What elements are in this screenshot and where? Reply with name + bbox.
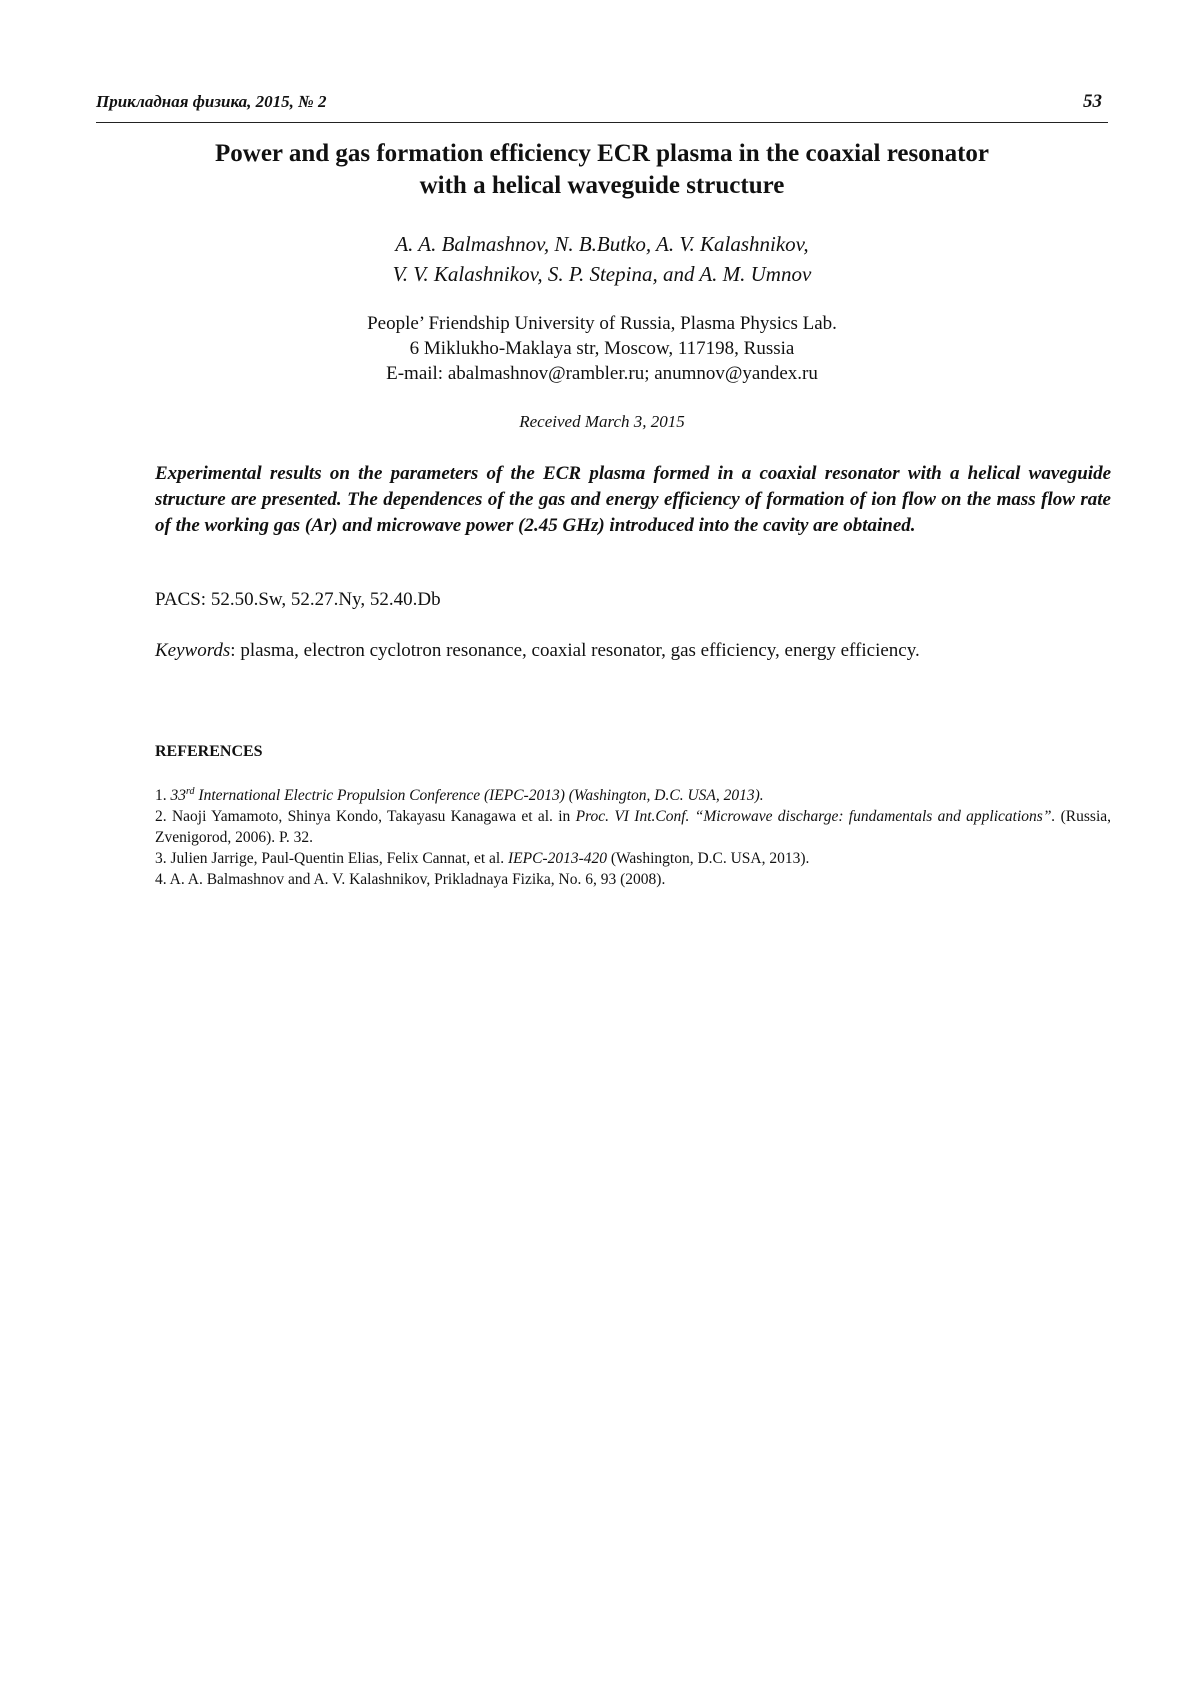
reference-ordinal: 33: [170, 787, 186, 804]
reference-authors: Naoji Yamamoto, Shinya Kondo, Takayasu Kanagawa et al. in: [171, 808, 576, 825]
reference-number: 4.: [155, 871, 170, 888]
paper-title: [96, 138, 1108, 202]
reference-title: IEPC-2013-420: [507, 850, 607, 867]
running-head: [96, 92, 1108, 123]
authors: [96, 229, 1108, 289]
reference-number: 1.: [155, 787, 171, 804]
reference-superscript: rd: [186, 785, 195, 797]
reference-details: (Russia, Zvenigorod, 2006). P. 32.: [155, 808, 1112, 846]
reference-item: [155, 848, 1111, 869]
keywords: [155, 640, 920, 662]
authors-line-1: A. A. Balmashnov, N. B.Butko, A. V. Kalashnikov,: [395, 232, 809, 256]
reference-number: 3.: [155, 850, 171, 867]
affiliation: [96, 311, 1108, 386]
keywords-text: : plasma, electron cyclotron resonance, coaxial resonator, gas efficiency, energy efficiency.: [230, 640, 920, 661]
journal-name: Прикладная физика, 2015, № 2: [96, 92, 327, 111]
pacs-codes: PACS: 52.50.Sw, 52.27.Ny, 52.40.Db: [155, 589, 441, 610]
reference-item: [155, 785, 1111, 806]
title-line-2: with a helical waveguide structure: [419, 172, 785, 199]
title-line-1: Power and gas formation efficiency ECR plasma in the coaxial resonator: [215, 140, 989, 167]
reference-details: (Washington, D.C. USA, 2013).: [607, 850, 810, 867]
reference-title: International Electric Propulsion Conference (IEPC-2013) (Washington, D.C. USA, 2013).: [194, 787, 764, 804]
abstract: Experimental results on the parameters of the ECR plasma formed in a coaxial resonator with a helical waveguide structure are presented. The dependences of the gas and energy efficiency of formation of ion flow on the mass flow rate of the working gas (Ar) and microwave power (2.45 GHz) introduced into the cavity are obtained.: [155, 463, 1111, 536]
reference-text: A. A. Balmashnov and A. V. Kalashnikov, Prikladnaya Fizika, No. 6, 93 (2008).: [169, 871, 666, 888]
reference-number: 2.: [155, 808, 172, 825]
reference-title: Proc. VI Int.Conf. “Microwave discharge: fundamentals and applications”.: [575, 808, 1056, 825]
affiliation-line-2: 6 Miklukho-Maklaya str, Moscow, 117198, Russia: [409, 338, 795, 359]
keywords-label: Keywords: [155, 640, 231, 661]
authors-line-2: V. V. Kalashnikov, S. P. Stepina, and A. M. Umnov: [392, 262, 812, 286]
received-date: Received March 3, 2015: [519, 412, 685, 431]
references-heading: REFERENCES: [155, 743, 263, 760]
reference-item: [155, 806, 1111, 848]
affiliation-line-1: People’ Friendship University of Russia, Plasma Physics Lab.: [367, 313, 837, 334]
affiliation-email: E-mail: abalmashnov@rambler.ru; anumnov@yandex.ru: [386, 363, 818, 384]
reference-authors: Julien Jarrige, Paul-Quentin Elias, Felix Cannat, et al.: [170, 850, 508, 867]
references-list: [155, 785, 1111, 890]
reference-item: [155, 869, 1111, 890]
page-number: 53: [1083, 91, 1102, 112]
